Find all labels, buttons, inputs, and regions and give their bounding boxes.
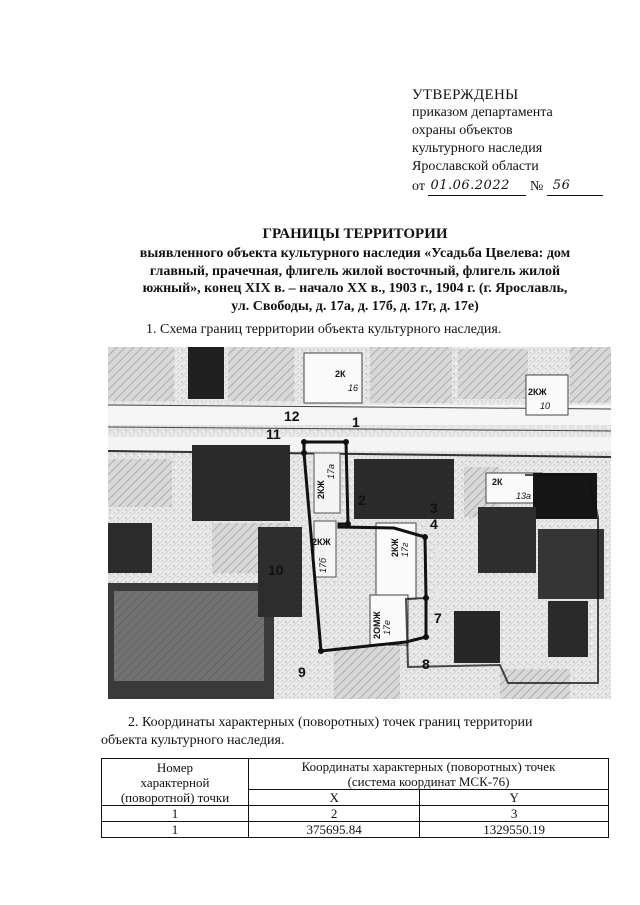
building-dark [354, 459, 454, 519]
coordinates-group-header [249, 759, 609, 790]
handwritten-number: 56 [552, 178, 571, 193]
coordinates-table [101, 758, 609, 838]
header-line: характерной [140, 774, 210, 790]
label-2k-13a-bottom: 13а [516, 491, 532, 501]
label-2k-16-top: 2К [335, 369, 346, 379]
point-label-1: 1 [352, 414, 360, 430]
label-2kzh-17b-top: 2КЖ [312, 537, 331, 547]
point-label-5: 5 [434, 546, 442, 562]
document-title: ГРАНИЦЫ ТЕРРИТОРИИ [262, 226, 448, 242]
building [108, 347, 174, 401]
label-2kzh-17g-top: 2КЖ [390, 538, 400, 557]
point-label-8: 8 [422, 656, 430, 672]
building [108, 459, 172, 507]
table-cell: 2 [249, 806, 420, 822]
table-index-row [102, 806, 609, 822]
approval-line: охраны объектов [412, 123, 513, 138]
approval-line: Ярославской области [412, 159, 539, 174]
handwritten-date: 01.06.2022 [430, 178, 510, 193]
table-cell: 3 [420, 806, 609, 822]
building [570, 347, 611, 403]
table-row [102, 822, 609, 838]
building-dark [188, 347, 224, 399]
section-1-caption: 1. Схема границ территории объекта культурного наследия. [146, 322, 502, 337]
number-line [547, 178, 603, 196]
point-label-3: 3 [430, 500, 438, 516]
building-texture [114, 591, 264, 681]
building [228, 347, 294, 401]
header-line: Номер [156, 759, 194, 775]
number-label: № [529, 179, 544, 194]
building-outline [304, 353, 362, 403]
point-label-6: 6 [434, 586, 442, 602]
point-label-11: 11 [266, 426, 281, 442]
building-dark [548, 601, 588, 657]
point-label-7: 7 [434, 610, 442, 626]
building-dark [478, 507, 536, 573]
approval-line: приказом департамента [412, 105, 553, 120]
point-label-12: 12 [284, 408, 300, 424]
label-2kzh-17g-bottom: 17г [400, 542, 410, 557]
label-2kzh-17a-bottom: 17а [326, 463, 336, 479]
table-header-row [102, 759, 609, 790]
x-header: X [249, 790, 420, 806]
approval-line: культурного наследия [412, 141, 543, 156]
building-dark [538, 529, 604, 599]
label-2kzh-10-top: 2КЖ [528, 387, 547, 397]
street [108, 437, 611, 451]
y-header: Y [420, 790, 609, 806]
point-label-2: 2 [358, 492, 366, 508]
approval-date-number [412, 178, 612, 196]
header-line: (поворотной) точки [120, 789, 230, 805]
header-line: Координаты характерных (поворотных) точек [301, 759, 556, 774]
label-2omzh-17e-top: 2ОМЖ [372, 611, 382, 639]
point-label-4: 4 [430, 516, 438, 532]
from-label: от [412, 179, 425, 194]
label-2k-16-bottom: 16 [348, 383, 359, 393]
label-2omzh-17e-bottom: 17е [382, 619, 392, 635]
date-line [428, 178, 526, 196]
point-label-9: 9 [298, 664, 306, 680]
subtitle-line: выявленного объекта культурного наследия «Усадьба Цвелева: дом [139, 246, 571, 261]
subtitle-line: ул. Свободы, д. 17а, д. 17б, д. 17г, д. 17е) [231, 298, 479, 314]
table-cell: 1329550.19 [420, 822, 609, 838]
boundary-map [108, 347, 611, 699]
building-outline [376, 523, 416, 599]
building [334, 647, 400, 699]
subtitle-line: южный», конец XIX в. – начало XX в., 1903 г., 1904 г. (г. Ярославль, [142, 281, 568, 296]
building-dark [108, 523, 152, 573]
label-2k-13a-top: 2К [492, 477, 503, 487]
approval-heading: УТВЕРЖДЕНЫ [412, 87, 519, 103]
building-dark [533, 473, 597, 519]
document-subtitle [100, 245, 610, 315]
map-svg [108, 347, 611, 699]
table-cell: 375695.84 [249, 822, 420, 838]
approval-block [412, 86, 612, 196]
building-dark [192, 445, 290, 521]
table-cell: 1 [102, 806, 249, 822]
table-cell: 1 [102, 822, 249, 838]
building [370, 347, 452, 403]
label-2kzh-10-bottom: 10 [540, 401, 551, 411]
header-line: (система координат МСК-76) [347, 774, 510, 789]
building [458, 349, 528, 399]
section-2-caption: 2. Координаты характерных (поворотных) точек границ территории [128, 715, 533, 730]
building-dark [454, 611, 500, 663]
label-2kzh-17a-top: 2КЖ [316, 480, 326, 499]
subtitle-line: главный, прачечная, флигель жилой восточный, флигель жилой [149, 263, 561, 279]
col-point-number-header [102, 759, 249, 806]
section-2-caption-cont: объекта культурного наследия. [101, 733, 285, 748]
point-label-10: 10 [268, 562, 284, 578]
label-2kzh-17b-bottom: 17б [318, 557, 328, 573]
